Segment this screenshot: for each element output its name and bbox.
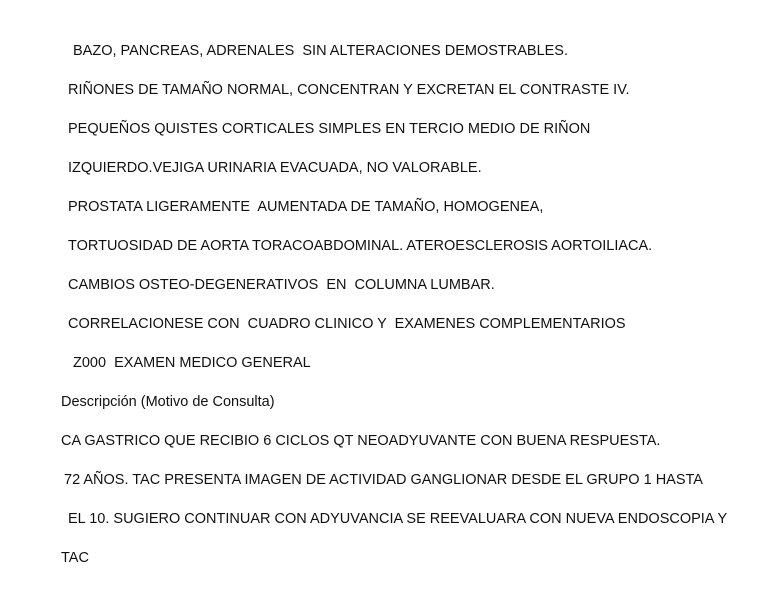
text-line: CA GASTRICO QUE RECIBIO 6 CICLOS QT NEOADYUVANTE CON BUENA RESPUESTA. bbox=[61, 433, 661, 449]
text-line: IZQUIERDO.VEJIGA URINARIA EVACUADA, NO VALORABLE. bbox=[68, 160, 482, 176]
text-line: TAC bbox=[61, 550, 89, 566]
text-line: EL 10. SUGIERO CONTINUAR CON ADYUVANCIA SE REEVALUARA CON NUEVA ENDOSCOPIA Y bbox=[68, 511, 728, 527]
section-heading: Descripción (Motivo de Consulta) bbox=[61, 394, 275, 410]
text-line: PROSTATA LIGERAMENTE AUMENTADA DE TAMAÑO, HOMOGENEA, bbox=[68, 199, 544, 215]
text-line: Z000 EXAMEN MEDICO GENERAL bbox=[73, 355, 311, 371]
text-line: CAMBIOS OSTEO-DEGENERATIVOS EN COLUMNA LUMBAR. bbox=[68, 277, 495, 293]
text-line: 72 AÑOS. TAC PRESENTA IMAGEN DE ACTIVIDAD GANGLIONAR DESDE EL GRUPO 1 HASTA bbox=[64, 472, 703, 488]
text-line: TORTUOSIDAD DE AORTA TORACOABDOMINAL. ATEROESCLEROSIS AORTOILIACA. bbox=[68, 238, 653, 254]
text-line: BAZO, PANCREAS, ADRENALES SIN ALTERACIONES DEMOSTRABLES. bbox=[73, 43, 569, 59]
text-line: RIÑONES DE TAMAÑO NORMAL, CONCENTRAN Y EXCRETAN EL CONTRASTE IV. bbox=[68, 82, 630, 98]
text-line: PEQUEÑOS QUISTES CORTICALES SIMPLES EN TERCIO MEDIO DE RIÑON bbox=[68, 121, 591, 137]
text-line: CORRELACIONESE CON CUADRO CLINICO Y EXAMENES COMPLEMENTARIOS bbox=[68, 316, 626, 332]
